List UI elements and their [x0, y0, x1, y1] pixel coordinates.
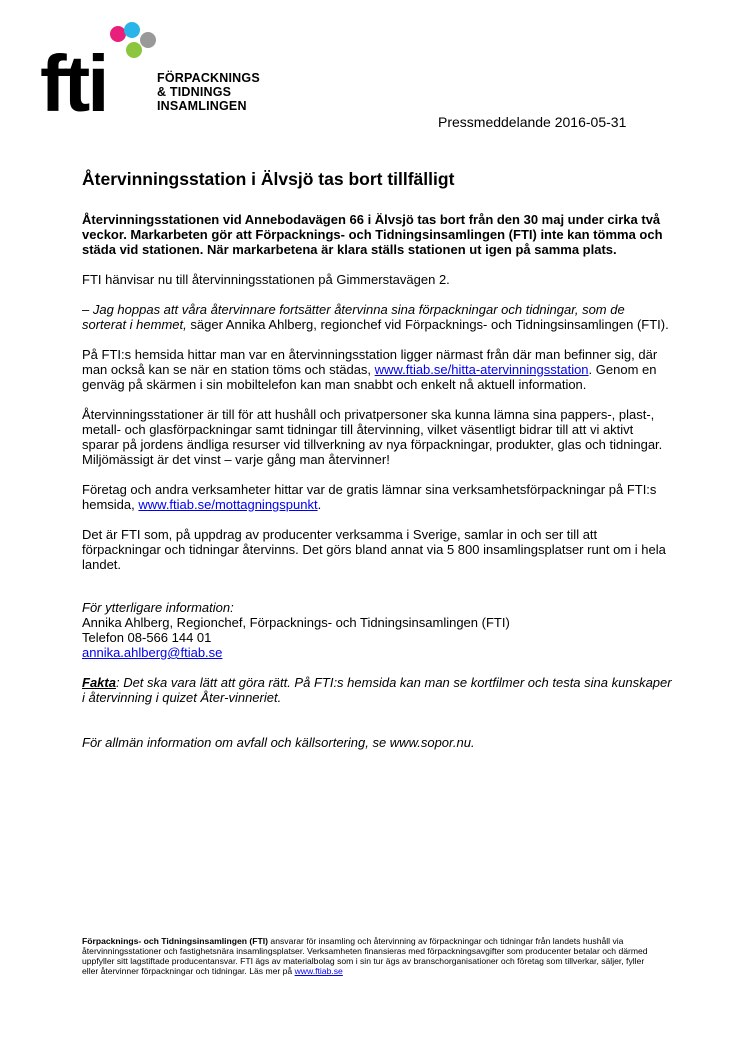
hitta-station-link[interactable]: www.ftiab.se/hitta-atervinningsstation — [374, 362, 589, 377]
contact-name: Annika Ahlberg, Regionchef, Förpacknings- och Tidningsinsamlingen (FTI) — [82, 615, 510, 630]
mottagningspunkt-link[interactable]: www.ftiab.se/mottagningspunkt — [138, 497, 318, 512]
contact-phone: Telefon 08-566 144 01 — [82, 630, 212, 645]
footer-ftiab-link[interactable]: www.ftiab.se — [294, 966, 343, 976]
website-paragraph — [82, 347, 672, 392]
logo-wordmark: fti — [40, 39, 107, 128]
website-text-before: På FTI:s hemsida hittar man var en återvinningsstation ligger närmast från där man befinner sig, där man också kan se när en station töms och städas, — [82, 347, 658, 377]
purpose-paragraph: Återvinningsstationer är till för att hushåll och privatpersoner ska kunna lämna sina pappers-, plast-, metall- och glasförpackningar samt tidningar till återvinning, vilket väsentligt bidrar till att vi aktivt sparar på jordens ändliga resurser vid tillverkning av nya förpackningar, produkter, glas och tidningar. Miljömässigt är det vinst – varje gång man återvinner! — [82, 407, 663, 467]
footer-org: Förpacknings- och Tidningsinsamlingen (FTI) — [82, 936, 269, 946]
logo-dot-grey — [140, 32, 156, 48]
footer-text: ansvarar för insamling och återvinning av förpackningar och tidningar från landets hushåll via återvinningsstationer och fastighetsnära insamlingsplatser. Verksamheten finansieras med förpackningsavgifter som producenter betalar och därmed uppfyller sitt lagstiftade producentansvar. FTI ägs av materialbolag som i sin tur ägs av branschorganisationer och företag som tillverkar, säljer, fyller eller återvinner förpackningar och tidningar. Läs mer på — [82, 936, 648, 976]
logo-line-3: INSAMLINGEN — [157, 99, 247, 113]
business-text-before: Företag och andra verksamheter hittar var de gratis lämnar sina verksamhetsförpackningar på FTI:s hemsida, — [82, 482, 657, 512]
fti-logo — [40, 22, 280, 128]
about-paragraph: Det är FTI som, på uppdrag av producenter verksamma i Sverige, samlar in och ser till att förpackningar och tidningar återvinns. Det görs bland annat via 5 800 insamlingsplatser runt om i hela landet. — [82, 527, 666, 572]
website-text-after: . Genom en genväg på skärmen i sin mobiltelefon kan man snabbt och enkelt nå aktuell information. — [82, 362, 657, 392]
referral-paragraph: FTI hänvisar nu till återvinningsstationen på Gimmerstavägen 2. — [82, 272, 450, 287]
business-paragraph — [82, 482, 672, 512]
quote-paragraph — [82, 302, 672, 332]
page-title: Återvinningsstation i Älvsjö tas bort tillfälligt — [82, 169, 455, 189]
contact-heading: För ytterligare information: — [82, 600, 234, 615]
press-release-date: Pressmeddelande 2016-05-31 — [438, 114, 627, 130]
logo-dot-green — [126, 42, 142, 58]
fakta-text: : Det ska vara lätt att göra rätt. På FTI:s hemsida kan man se kortfilmer och testa sina kunskaper i återvinning i quizet Åter-vinneriet. — [82, 675, 672, 705]
contact-block — [82, 600, 672, 660]
business-text-after: . — [317, 497, 322, 512]
lead-paragraph: Återvinningsstationen vid Annebodavägen 66 i Älvsjö tas bort från den 30 maj under cirka två veckor. Markarbeten gör att Förpacknings- och Tidningsinsamlingen (FTI) inte kan tömma och städa vid stationen. När markarbetena är klara ställs stationen ut igen på samma plats. — [82, 212, 663, 257]
logo-line-1: FÖRPACKNINGS — [157, 71, 260, 85]
fakta-label: Fakta — [82, 675, 116, 690]
quote-text: – Jag hoppas att våra återvinnare fortsätter återvinna sina förpackningar och tidningar, som de sorterat i hemmet, — [82, 302, 625, 332]
general-info-paragraph: För allmän information om avfall och källsortering, se www.sopor.nu. — [82, 735, 475, 750]
press-release-body — [82, 168, 672, 765]
logo-dot-blue — [124, 22, 140, 38]
logo-line-2: & TIDNINGS — [157, 85, 232, 99]
logo-text — [157, 71, 260, 113]
fakta-paragraph — [82, 675, 672, 705]
footer-note — [82, 936, 662, 976]
contact-email-link[interactable]: annika.ahlberg@ftiab.se — [82, 645, 223, 660]
quote-attribution: säger Annika Ahlberg, regionchef vid Förpacknings- och Tidningsinsamlingen (FTI). — [186, 317, 669, 332]
